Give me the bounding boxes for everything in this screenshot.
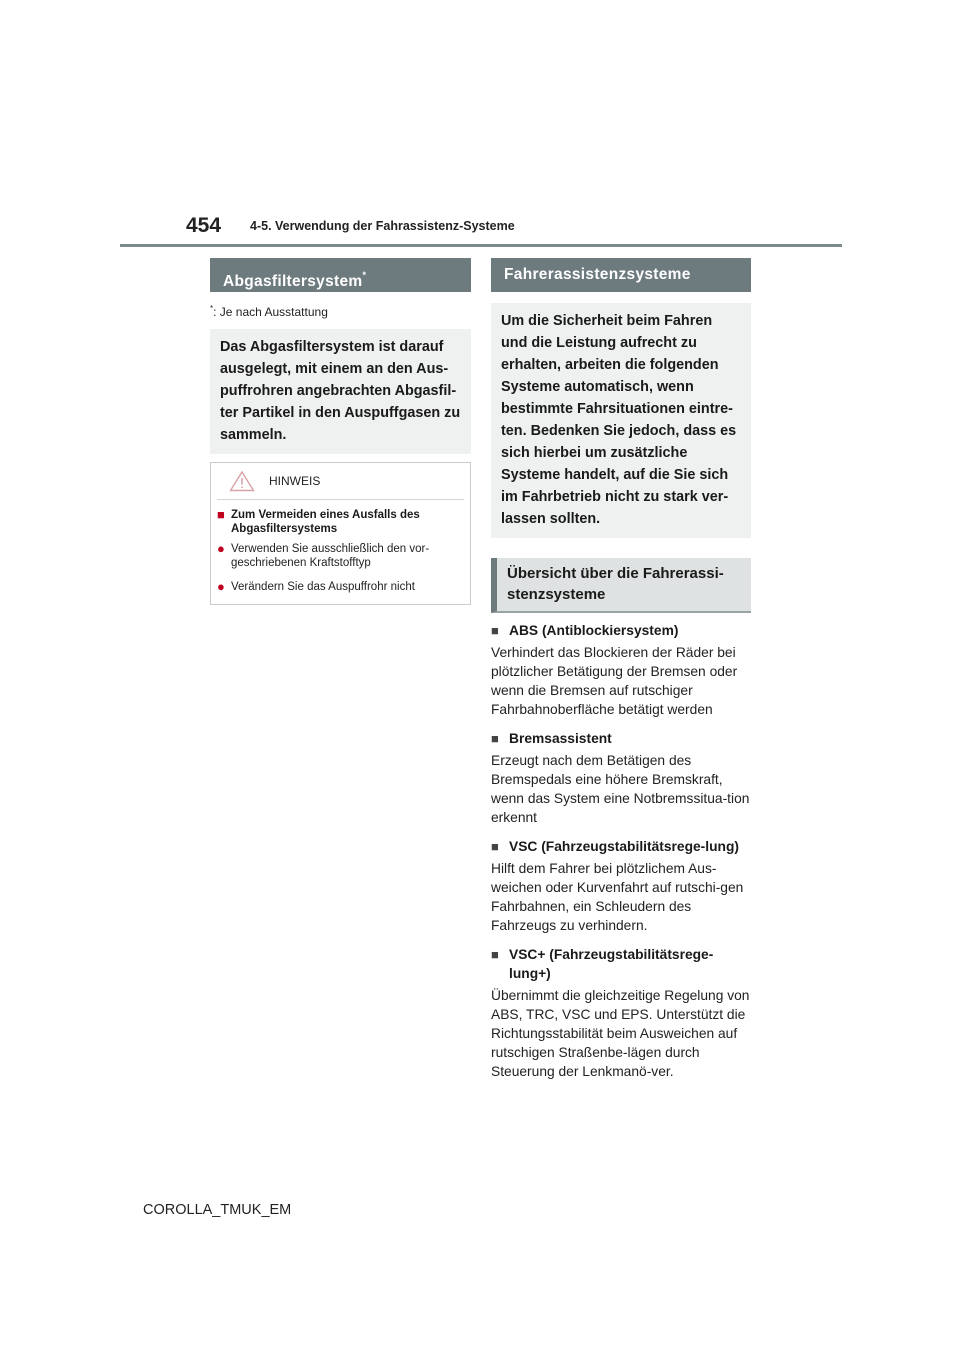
fahrerassistenz-lead: Um die Sicherheit beim Fahren und die Leistung aufrecht zu erhalten, arbeiten die folgenden Systeme automatisch, wenn bestimmte Fahrsituationen eintre-ten. Bedenken Sie jedoch, dass es sich hierbei um zusätzliche Systeme handelt, auf die Sie sich im Fahrbetrieb nicht zu stark ver-lassen sollten. — [491, 303, 751, 538]
section-title: 4-5. Verwendung der Fahrassistenz-Systeme — [250, 219, 515, 233]
square-bullet-icon: ■ — [217, 507, 225, 522]
system-item-title — [491, 729, 751, 748]
system-item — [491, 837, 751, 935]
system-item-title — [491, 837, 751, 856]
abgasfilter-heading-text: Abgasfiltersystem — [223, 273, 363, 290]
square-bullet-icon: ■ — [491, 947, 499, 962]
system-item-body: Übernimmt die gleichzeitige Regelung von ABS, TRC, VSC und EPS. Unterstützt die Richtungsstabilität beim Ausweichen auf rutschigen Straßenbe-lägen durch Steuerung der Lenkmanö-ver. — [491, 988, 750, 1079]
notice-subheading — [217, 508, 464, 536]
abgasfilter-heading — [210, 258, 471, 292]
circle-bullet-icon: ● — [217, 541, 225, 556]
system-item-title-text: VSC+ (Fahrzeugstabilitätsrege-lung+) — [509, 947, 714, 981]
square-bullet-icon: ■ — [491, 623, 499, 638]
system-item-title-text: VSC (Fahrzeugstabilitätsrege-lung) — [509, 839, 739, 854]
notice-item — [217, 542, 464, 570]
square-bullet-icon: ■ — [491, 731, 499, 746]
system-item — [491, 945, 751, 1081]
footnote — [210, 304, 471, 319]
header-rule — [120, 244, 842, 247]
heading-footnote-mark: * — [362, 270, 367, 280]
notice-item-text: Verwenden Sie ausschließlich den vor-geschriebenen Kraftstofftyp — [231, 543, 430, 569]
notice-item — [217, 580, 464, 594]
abgasfilter-lead: Das Abgasfiltersystem ist darauf ausgelegt, mit einem an den Aus-puffrohren angebrachten Abgasfil-ter Partikel in den Auspuffgasen zu sammeln. — [210, 329, 471, 454]
system-item-body: Hilft dem Fahrer bei plötzlichem Aus-weichen oder Kurvenfahrt auf rutschi-gen Fahrbahnen, ein Schleudern des Fahrzeugs zu verhindern. — [491, 861, 744, 933]
notice-header — [217, 469, 464, 500]
system-item-title — [491, 945, 751, 983]
circle-bullet-icon: ● — [217, 579, 225, 594]
system-item-title — [491, 621, 751, 640]
warning-triangle-icon — [227, 470, 257, 492]
fahrerassistenz-heading: Fahrerassistenzsysteme — [491, 258, 751, 292]
right-column — [491, 258, 751, 1081]
system-item-body: Verhindert das Blockieren der Räder bei plötzlicher Betätigung der Bremsen oder wenn die Bremsen auf rutschiger Fahrbahnoberfläche betätigt werden — [491, 645, 738, 717]
notice-subheading-text: Zum Vermeiden eines Ausfalls des Abgasfiltersystems — [231, 509, 420, 535]
square-bullet-icon: ■ — [491, 839, 499, 854]
system-item — [491, 729, 751, 827]
system-item-title-text: Bremsassistent — [509, 731, 612, 746]
system-item — [491, 621, 751, 719]
left-column — [210, 258, 471, 605]
notice-item-text: Verändern Sie das Auspuffrohr nicht — [231, 581, 415, 593]
notice-box — [210, 462, 471, 605]
system-item-title-text: ABS (Antiblockiersystem) — [509, 623, 679, 638]
overview-subheading: Übersicht über die Fahrerassi-stenzsysteme — [491, 558, 751, 613]
notice-title: HINWEIS — [269, 474, 321, 488]
footnote-mark: * — [210, 304, 214, 313]
system-item-body: Erzeugt nach dem Betätigen des Bremspedals eine höhere Bremskraft, wenn das System eine Notbremssitua-tion erkennt — [491, 753, 750, 825]
document-code: COROLLA_TMUK_EM — [143, 1202, 292, 1218]
footnote-text: : Je nach Ausstattung — [213, 305, 328, 319]
page-number: 454 — [186, 214, 222, 237]
